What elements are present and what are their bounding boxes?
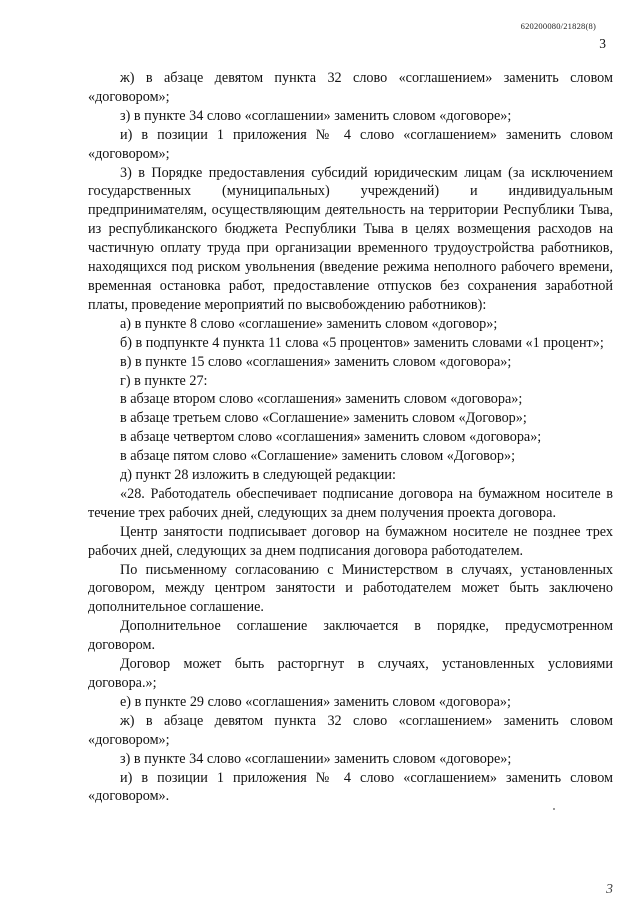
paragraph: и) в позиции 1 приложения № 4 слово «соглашением» заменить словом «договором». bbox=[88, 769, 613, 805]
scan-speck bbox=[553, 808, 555, 810]
paragraph: ж) в абзаце девятом пункта 32 слово «соглашением» заменить словом «договором»; bbox=[88, 70, 613, 105]
document-body bbox=[88, 69, 613, 806]
paragraph: ж) в абзаце девятом пункта 32 слово «соглашением» заменить словом «договором»; bbox=[88, 712, 613, 748]
paragraph: б) в подпункте 4 пункта 11 слова «5 процентов» заменить словами «1 процент»; bbox=[120, 334, 604, 351]
paragraph: г) в пункте 27: bbox=[120, 372, 208, 389]
paragraph: Центр занятости подписывает договор на бумажном носителе не позднее трех рабочих дней, следующих за днем подписания договора работодателем. bbox=[88, 523, 613, 559]
paragraph: По письменному согласованию с Министерством в случаях, установленных договором, между центром занятости и работодателем может быть заключено дополнительное соглашение. bbox=[88, 561, 613, 616]
document-code: 620200080/21828(8) bbox=[520, 21, 596, 31]
paragraph: 3) в Порядке предоставления субсидий юридическим лицам (за исключением государственных (муниципальных) учреждений) и индивидуальным предпринимателям, осуществляющим деятельность на территории Республики Тыва, из республиканского бюджета Республики Тыва в целях возмещения расходов на частичную оплату труда при организации временного трудоустройства работников, находящихся под риском увольнения (введение режима неполного рабочего времени, временная остановка работ, предоставление отпусков без сохранения заработной платы, проведение мероприятий по высвобождению работников): bbox=[88, 164, 613, 313]
handwritten-mark: 3 bbox=[606, 882, 613, 897]
page-number: 3 bbox=[599, 36, 606, 51]
paragraph: Договор может быть расторгнут в случаях, установленных условиями договора.»; bbox=[88, 656, 613, 691]
paragraph: е) в пункте 29 слово «соглашения» заменить словом «договора»; bbox=[120, 693, 511, 710]
paragraph: з) в пункте 34 слово «соглашении» заменить словом «договоре»; bbox=[120, 107, 512, 124]
paragraph: в абзаце третьем слово «Соглашение» заменить словом «Договор»; bbox=[120, 410, 527, 427]
paragraph: з) в пункте 34 слово «соглашении» заменить словом «договоре»; bbox=[120, 750, 512, 767]
paragraph: в абзаце пятом слово «Соглашение» заменить словом «Договор»; bbox=[120, 448, 516, 465]
paragraph: Дополнительное соглашение заключается в порядке, предусмотренном договором. bbox=[88, 618, 613, 654]
paragraph: д) пункт 28 изложить в следующей редакции: bbox=[120, 467, 396, 484]
paragraph: в абзаце втором слово «соглашения» заменить словом «договора»; bbox=[120, 391, 523, 408]
paragraph: в) в пункте 15 слово «соглашения» заменить словом «договора»; bbox=[120, 353, 512, 370]
paragraph: и) в позиции 1 приложения № 4 слово «соглашением» заменить словом «договором»; bbox=[88, 126, 613, 162]
paragraph: «28. Работодатель обеспечивает подписание договора на бумажном носителе в течение трех рабочих дней, следующих за днем получения проекта договора. bbox=[88, 485, 613, 521]
paragraph: а) в пункте 8 слово «соглашение» заменить словом «договор»; bbox=[120, 315, 498, 332]
paragraph: в абзаце четвертом слово «соглашения» заменить словом «договора»; bbox=[120, 429, 542, 446]
